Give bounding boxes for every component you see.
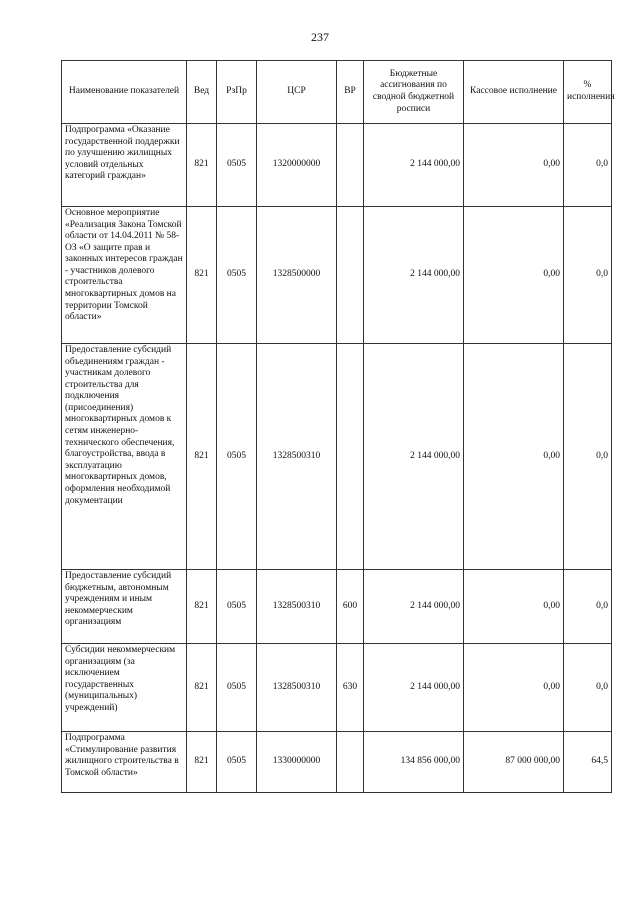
header-name: Наименование показателей (62, 61, 187, 124)
row-vr: 630 (337, 644, 364, 732)
row-budget: 134 856 000,00 (364, 732, 464, 793)
row-percent: 0,0 (564, 570, 612, 644)
row-ved: 821 (187, 644, 217, 732)
header-csr: ЦСР (257, 61, 337, 124)
row-csr: 1320000000 (257, 124, 337, 207)
budget-execution-table (61, 60, 615, 793)
header-cash: Кассовое исполнение (464, 61, 564, 124)
table-row (62, 344, 612, 570)
row-cash: 0,00 (464, 570, 564, 644)
row-budget: 2 144 000,00 (364, 207, 464, 344)
row-rzpr: 0505 (217, 644, 257, 732)
row-name: Предоставление субсидий бюджетным, автономным учреждениям и иным некоммерческим организациям (62, 570, 187, 644)
row-rzpr: 0505 (217, 207, 257, 344)
row-percent: 0,0 (564, 344, 612, 570)
row-csr: 1330000000 (257, 732, 337, 793)
row-csr: 1328500310 (257, 644, 337, 732)
row-name: Предоставление субсидий объединениям граждан - участникам долевого строительства для подключения (присоединения) многоквартирных домов к сетям инженерно-технического обеспечения, благоустройства, ввода в эксплуатацию многоквартирных домов, оформления необходимой документации (62, 344, 187, 570)
row-vr (337, 344, 364, 570)
row-cash: 87 000 000,00 (464, 732, 564, 793)
table-row (62, 124, 612, 207)
row-percent: 0,0 (564, 124, 612, 207)
row-ved: 821 (187, 344, 217, 570)
row-budget: 2 144 000,00 (364, 124, 464, 207)
row-vr (337, 732, 364, 793)
row-budget: 2 144 000,00 (364, 344, 464, 570)
row-ved: 821 (187, 732, 217, 793)
row-csr: 1328500000 (257, 207, 337, 344)
row-budget: 2 144 000,00 (364, 644, 464, 732)
row-rzpr: 0505 (217, 570, 257, 644)
row-cash: 0,00 (464, 644, 564, 732)
row-percent: 0,0 (564, 644, 612, 732)
row-ved: 821 (187, 207, 217, 344)
row-rzpr: 0505 (217, 344, 257, 570)
header-budget: Бюджетные ассигнования по сводной бюджетной росписи (364, 61, 464, 124)
header-vr: ВР (337, 61, 364, 124)
row-vr: 600 (337, 570, 364, 644)
row-budget: 2 144 000,00 (364, 570, 464, 644)
row-ved: 821 (187, 570, 217, 644)
row-cash: 0,00 (464, 207, 564, 344)
header-percent: % исполнения (564, 61, 612, 124)
table-row (62, 207, 612, 344)
row-rzpr: 0505 (217, 732, 257, 793)
row-rzpr: 0505 (217, 124, 257, 207)
row-name: Субсидии некоммерческим организациям (за исключением государственных (муниципальных) учреждений) (62, 644, 187, 732)
table-row (62, 644, 612, 732)
row-csr: 1328500310 (257, 570, 337, 644)
header-rzpr: РзПр (217, 61, 257, 124)
row-cash: 0,00 (464, 124, 564, 207)
row-csr: 1328500310 (257, 344, 337, 570)
table-row (62, 570, 612, 644)
table-row (62, 732, 612, 793)
header-ved: Вед (187, 61, 217, 124)
row-percent: 0,0 (564, 207, 612, 344)
row-name: Подпрограмма «Оказание государственной поддержки по улучшению жилищных условий отдельных категорий граждан» (62, 124, 187, 207)
row-cash: 0,00 (464, 344, 564, 570)
table-header-row (62, 61, 612, 124)
row-percent: 64,5 (564, 732, 612, 793)
page-number: 237 (311, 30, 329, 44)
row-vr (337, 207, 364, 344)
row-vr (337, 124, 364, 207)
row-name: Основное мероприятие «Реализация Закона Томской области от 14.04.2011 № 58-ОЗ «О защите прав и законных интересов граждан - участников долевого строительства многоквартирных домов на территории Томской области» (62, 207, 187, 344)
row-name: Подпрограмма «Стимулирование развития жилищного строительства в Томской области» (62, 732, 187, 793)
row-ved: 821 (187, 124, 217, 207)
